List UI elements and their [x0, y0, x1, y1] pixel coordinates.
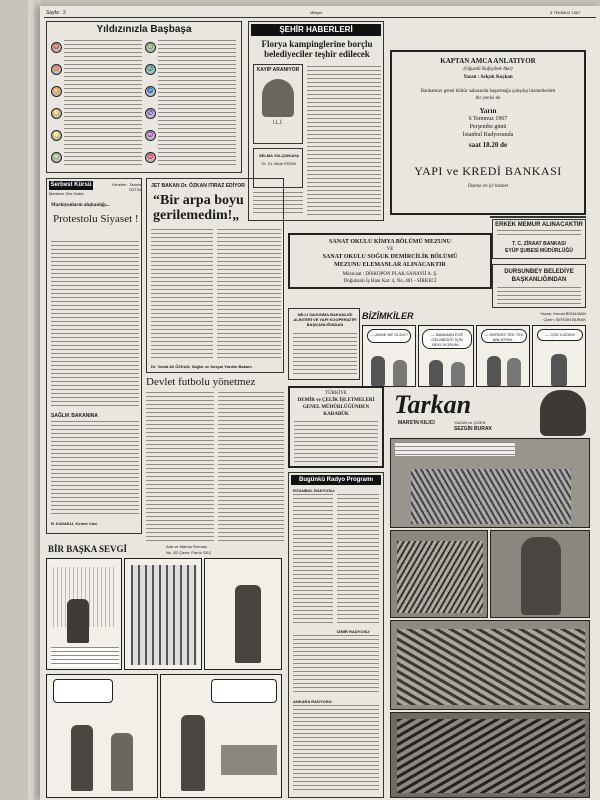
futbol-text-right: [218, 392, 284, 542]
tarkan-title: Tarkan: [394, 390, 472, 419]
tarkan-panel-3: [490, 530, 590, 618]
memur-ad: [492, 219, 586, 259]
karabuk-text: [294, 421, 378, 465]
cartoon-figure: [507, 358, 521, 386]
serbest-sub: Merkeze Söz Hakkı: [49, 191, 84, 196]
radio-istanbul: İSTANBUL RADYOSU:: [293, 488, 336, 493]
kaptan-date: 6 Temmuz 1967: [468, 116, 508, 122]
cartoon-figure: [487, 356, 501, 386]
baska-panel-4: [46, 674, 158, 798]
tarkan-credit1: YAZAN ve ÇİZEN: [454, 420, 486, 425]
balloon: [211, 679, 277, 703]
virgo-icon: ♍: [51, 152, 62, 163]
cartoon-figure: [371, 356, 385, 386]
tarkan-art: [411, 469, 571, 524]
top-rule: [44, 17, 596, 18]
baska-desk: [221, 745, 277, 775]
horoscope-title: Yıldızınızla Başbaşa: [96, 24, 192, 35]
bizimkiler-panel-2: [418, 325, 474, 387]
city-news-heading: ŞEHİR HABERLERİ: [251, 24, 381, 36]
radio-izmir-list: [293, 635, 379, 695]
spacer: [490, 216, 586, 218]
libra-icon: ♎: [145, 42, 156, 53]
yapi-kredi-ad: [390, 50, 586, 215]
radio-istanbul-list: [293, 494, 333, 626]
serbest-kursu-box: [46, 178, 142, 534]
cartoon-figure: [551, 354, 567, 386]
radio-izmir: İZMİR RADYOSU:: [337, 629, 371, 634]
city-news-headline: Florya kampinglerine borçlu belediyeciler teşhir edilecek: [261, 39, 373, 59]
tarkan-credit2: SEZGİN BURAK: [454, 426, 493, 432]
radio-ankara-list: [293, 705, 379, 793]
baska-credit2: No. 82 Çizen: Faruk GEÇ: [166, 550, 212, 555]
sanat-address: Doğuhanlı İş Hanı Kat: 4, No. 401 - SİRKECİ: [343, 279, 437, 284]
bizimkiler-panel-4: [532, 325, 586, 387]
tarkan-panel-2: [390, 530, 488, 618]
notice-sub: Dt. Dr. Mete ERDİK: [261, 161, 297, 166]
tarkan-panel-1: [390, 438, 590, 528]
futbol-text-left: [146, 392, 214, 542]
memur-bank: T. C. ZİRAAT BANKASI: [512, 241, 566, 247]
comic-figure: [181, 715, 205, 791]
baska-panel-5: [160, 674, 282, 798]
tarkan-panel-5: [390, 712, 590, 798]
missing-title: KAYIP ARANIYOR: [256, 67, 300, 73]
kaptan-day: Perşembe günü: [469, 124, 507, 130]
horoscope-text-left: [64, 40, 142, 168]
sanat-line2: VE: [386, 247, 394, 252]
ozkan-article: [146, 178, 284, 373]
page-label: Sayfa : 2: [46, 10, 66, 16]
newspaper-page: [40, 6, 600, 800]
kaptan-time: saat 18.20 de: [468, 141, 508, 149]
horoscope-text-right: [158, 40, 236, 168]
serbest-byline: Yönetim : Tahsin ÖZTİN: [111, 182, 141, 192]
cartoon-figure: [451, 362, 465, 386]
cartoon-figure: [429, 360, 443, 386]
radio-program: [288, 472, 384, 798]
balloon-4: — ÇOK KIZDIM!: [537, 329, 583, 341]
bank-slogan: Daima en iyi hizmet: [467, 184, 509, 189]
missing-photo: [262, 79, 294, 117]
comic-figure: [111, 733, 133, 791]
city-news-text: [307, 66, 381, 216]
karabuk-line3: KARABÜK: [323, 412, 349, 417]
leo-icon: ♌: [51, 130, 62, 141]
bank-name: YAPI ve KREDİ BANKASI: [414, 164, 562, 178]
baska-panel-1: [46, 558, 122, 670]
balloon-2: — BABAMIN EVE GELMEDİĞİ İÇİN BEKLİYORUM...: [422, 329, 472, 349]
serbest-sign: R. KAVAKLI, Kemer Cad.: [51, 521, 98, 526]
ozkan-text-right: [217, 229, 281, 361]
baska-credit1: Ada ve Marmu Romanı: [166, 544, 208, 549]
tarkan-panel-4: [390, 620, 590, 710]
sanat-line3: SANAT OKULU SOĞUK DEMİRCİLİK BÖLÜMÜ: [322, 254, 458, 260]
comic-figure: [235, 585, 261, 663]
ozkan-text-left: [151, 229, 213, 361]
kaptan-body: Bankamızı genel kültür sahasında başarmağa çalışılıp hizmetlerden bir yenisi de: [420, 89, 556, 101]
tarkan-portrait: [540, 390, 586, 436]
baska-caption: [51, 647, 119, 667]
memur-title: ERKEK MEMUR ALINACAKTIR: [495, 222, 583, 228]
ozkan-kicker: JET BAKAN Dr. ÖZKAN ITIRAZ EDİYOR: [151, 183, 245, 189]
milli-text: [293, 333, 357, 377]
notice-title: SELMA YALÇINKAYA: [258, 153, 299, 158]
bir-baska-sevgi-comic: [46, 544, 282, 798]
serbest-intro: Markiyonların alışkanlığı...: [51, 203, 110, 208]
cancer-icon: ♋: [51, 108, 62, 119]
horoscope-box: [46, 21, 242, 173]
serbest-sub2: SAĞLIK BAKANINA: [51, 413, 98, 419]
futbol-title: Devlet futbolu yönetmez: [146, 376, 256, 388]
balloon-3: — HERKES TEK TEK ANLATSIN...: [481, 329, 527, 343]
sagittarius-icon: ♐: [145, 86, 156, 97]
baska-panel-3: [204, 558, 282, 670]
serbest-text: [51, 241, 139, 409]
tarkan-warrior: [521, 537, 561, 615]
pisces-icon: ♓: [145, 152, 156, 163]
missing-person-box: [253, 64, 303, 144]
baska-panel-2: [124, 558, 202, 670]
tarkan-subtitle: MARS'IN KILICI: [398, 420, 435, 426]
radio-title: Bugünkü Radyo Programı: [291, 475, 381, 485]
bizimkiler-panel-1: [362, 325, 416, 387]
milli-savunma-ad: [288, 308, 360, 380]
ozkan-footer: Dr. Vedat Ali ÖZKAN, Sağlık ve Sosyal Yardım Bakanı: [151, 364, 252, 369]
tarkan-comic: [390, 390, 590, 798]
milli-title: MİLLİ SAVUNMA BAKANLIĞI ALİNTERİ VE YAPI KOOPERATİFİ BAŞKANLIĞINDAN: [293, 312, 357, 327]
tarkan-art: [397, 719, 585, 793]
capricorn-icon: ♑: [145, 108, 156, 119]
taurus-icon: ♉: [51, 64, 62, 75]
kaptan-tomorrow: Yarın: [479, 107, 497, 115]
balloon-1: — ANNE NE OLDU?: [367, 329, 411, 343]
tarkan-art: [397, 629, 585, 705]
dursunbey-ad: [492, 264, 586, 308]
dursunbey-text: [497, 287, 581, 305]
serbest-heading: Serbest Kürsü: [50, 182, 92, 188]
missing-name: İ.L.İ.: [273, 120, 283, 126]
serbest-title: Protestolu Siyaset !: [53, 213, 139, 225]
sanat-line1: SANAT OKULU KİMYA BÖLÜMÜ MEZUNU: [329, 239, 451, 245]
ozkan-quote: “Bir arpa boyu gerilemedim!„: [153, 193, 244, 223]
bizimkiler-drawer: Çizen: SERGİN BURAK: [543, 317, 586, 322]
futbol-article: [146, 376, 284, 556]
serbest-text-2: [51, 421, 139, 517]
balloon: [53, 679, 113, 703]
sanat-line4: MEZUNU ELEMANLAR ALINACAKTIR: [334, 262, 446, 268]
kaptan-writer: Yazan : Selçuk Koçkan: [463, 75, 513, 80]
scorpio-icon: ♏: [145, 64, 156, 75]
bizimkiler-strip: [362, 311, 586, 387]
aries-icon: ♈: [51, 42, 62, 53]
comic-figure: [71, 725, 93, 791]
kaptan-title: KAPTAN AMCA ANLATIYOR: [440, 57, 536, 65]
cartoon-figure: [393, 360, 407, 386]
karabuk-ad: [288, 386, 384, 468]
comic-figure: [67, 599, 89, 643]
sanat-contact: Müracaat : DİSKOPON PLAK SANAYİİ A. Ş.: [342, 272, 438, 277]
karabuk-line2: GENEL MÜDÜRLÜĞÜNDEN: [302, 405, 370, 410]
radio-istanbul-list-2: [337, 494, 379, 626]
baska-art: [131, 565, 197, 665]
tarkan-caption: [395, 442, 515, 456]
baska-title: BİR BAŞKA SEVGİ: [48, 544, 128, 554]
kaptan-radio: İstanbul Radyosunda: [462, 132, 514, 138]
karabuk-line1: DEMİR ve ÇELİK İŞLETMELERİ: [297, 398, 375, 403]
memur-text: [497, 230, 581, 238]
masthead-small: Milliyet: [310, 10, 323, 15]
kaptan-subtitle: (Oğuzeli Kafeşibek Akıt): [463, 67, 513, 72]
memur-branch: EYÜP ŞUBESİ MÜDÜRLÜĞÜ: [505, 248, 573, 254]
gemini-icon: ♊: [51, 86, 62, 97]
tarkan-art: [397, 541, 483, 613]
sanat-okulu-ad: [288, 233, 492, 289]
bizimkiler-author: Yazan: Kemal BİSALMAN: [540, 311, 586, 316]
bizimkiler-panel-3: [476, 325, 530, 387]
bizimkiler-title: BİZİMKİLER: [362, 311, 414, 321]
dursunbey-title: DURSUNBEY BELEDİYE BAŞKANLIĞINDAN: [504, 269, 574, 283]
aquarius-icon: ♒: [145, 130, 156, 141]
karabuk-pre: TÜRKİYE: [325, 391, 347, 396]
page-date: 5 TEMMUZ 1967: [550, 10, 581, 15]
radio-ankara: ANKARA RADYOSU:: [293, 699, 333, 704]
horoscope-grid: [51, 38, 237, 170]
